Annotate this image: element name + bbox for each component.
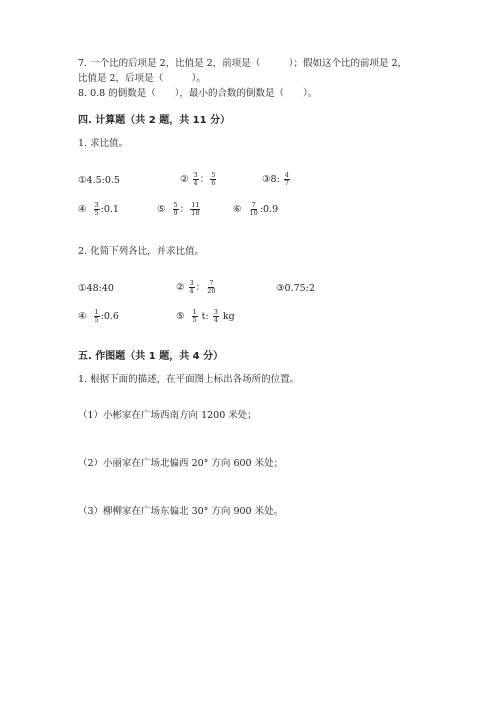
ratio-separator: ：	[195, 281, 206, 293]
q1-item-6	[233, 202, 278, 217]
fraction: $\frac{3}{5}$	[94, 201, 99, 217]
s5-prompt: 1. 根据下面的描述，在平面图上标出各场所的位置。	[78, 374, 300, 385]
fill-blank-line-3: 8. 0.8 的倒数是（ ），最小的合数的倒数是（ ）。	[78, 88, 318, 99]
item-lead: 8:	[270, 173, 280, 185]
item-mark: ②	[180, 173, 189, 185]
s5-item-3: （3）柳柳家在广场东偏北 30° 方向 900 米处。	[78, 506, 284, 517]
item-expression: 0.75:2	[284, 283, 315, 294]
q1-item-1	[78, 175, 120, 187]
section-4-heading: 四. 计算题（共 2 题，共 11 分）	[78, 115, 231, 126]
item-mark: ⑥	[233, 203, 242, 215]
fraction: $\frac{3}{4}$	[189, 279, 194, 295]
ratio-separator: ：	[199, 173, 210, 185]
section-5-heading: 五. 作图题（共 1 题，共 4 分）	[78, 351, 224, 362]
ratio-separator: ：	[179, 203, 190, 215]
q2-item-4	[78, 309, 119, 324]
q2-prompt: 2. 化简下列各比，并求比值。	[78, 246, 205, 257]
item-expression: 48:40	[86, 283, 114, 294]
fill-blank-line-1: 7. 一个比的后项是 2，比值是 2，前项是（ ）；假如这个比的前项是 2，	[78, 58, 408, 69]
fraction: $\frac{3}{4}$	[213, 308, 218, 324]
s5-item-2: （2）小丽家在广场北偏西 20° 方向 600 米处；	[78, 458, 284, 469]
item-mark: ④	[78, 203, 87, 215]
fraction: $\frac{7}{10}$	[249, 201, 258, 217]
item-tail: :0.1	[100, 203, 119, 215]
item-mark: ②	[176, 281, 185, 293]
item-mark: ⑤	[176, 310, 185, 322]
ratio-separator: t:	[201, 310, 209, 322]
q1-item-4	[78, 202, 119, 217]
s5-item-1: （1）小彬家在广场西南方向 1200 米处；	[78, 410, 257, 421]
item-expression: 4.5:0.5	[86, 175, 120, 186]
unit-label: kg	[222, 310, 235, 322]
fraction: $\frac{4}{7}$	[284, 171, 289, 187]
q2-item-5	[176, 309, 235, 324]
q1-prompt: 1. 求比值。	[78, 138, 129, 149]
fraction: $\frac{3}{4}$	[193, 171, 198, 187]
q1-item-5	[157, 202, 201, 217]
fill-blank-line-2: 比值是 2，后项是（ ）。	[78, 73, 206, 84]
fraction: $\frac{1}{5}$	[94, 308, 99, 324]
fraction: $\frac{1}{5}$	[192, 308, 197, 324]
fraction: $\frac{11}{18}$	[191, 201, 200, 217]
item-mark: ①	[78, 283, 87, 294]
item-mark: ⑤	[157, 203, 166, 215]
q1-item-3	[262, 172, 291, 187]
q2-item-1	[78, 283, 114, 295]
item-tail: :0.9	[259, 203, 279, 215]
q2-item-2	[176, 280, 217, 295]
fraction: $\frac{5}{6}$	[211, 171, 216, 187]
item-mark: ③	[262, 173, 271, 185]
fraction: $\frac{5}{9}$	[173, 201, 178, 217]
q1-item-2	[180, 172, 217, 187]
item-mark: ④	[78, 310, 87, 322]
item-mark: ③	[276, 283, 285, 294]
item-mark: ①	[78, 175, 87, 186]
item-tail: :0.6	[100, 310, 119, 322]
q2-item-3	[276, 283, 315, 295]
fraction: $\frac{7}{20}$	[207, 279, 216, 295]
